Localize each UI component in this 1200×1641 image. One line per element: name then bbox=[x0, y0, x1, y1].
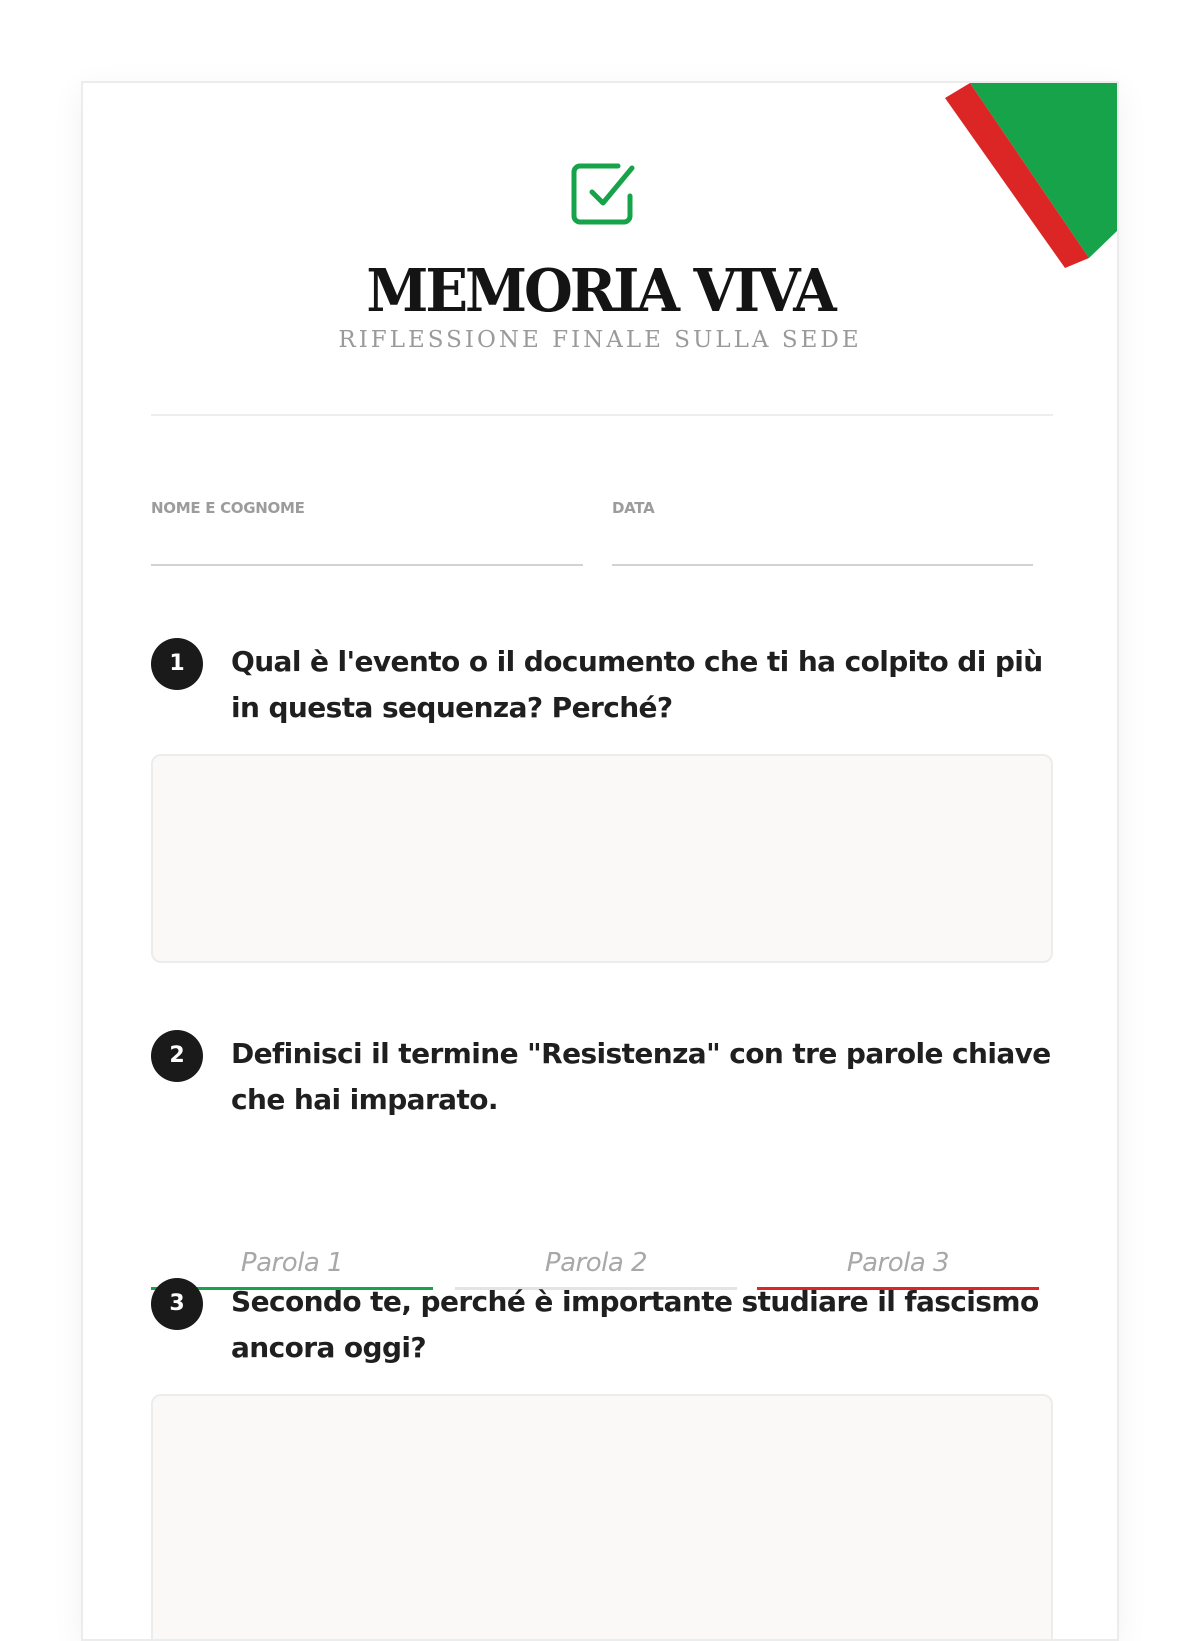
checkbox-checked-icon bbox=[568, 158, 640, 230]
date-field bbox=[612, 501, 1033, 566]
answer-1-textarea[interactable] bbox=[151, 754, 1053, 963]
question-number-badge: 2 bbox=[151, 1030, 203, 1082]
name-field-label: NOME E COGNOME bbox=[151, 499, 305, 517]
date-input[interactable] bbox=[612, 564, 1033, 566]
answer-3-textarea[interactable] bbox=[151, 1394, 1053, 1641]
question-number-badge: 3 bbox=[151, 1278, 203, 1330]
name-field bbox=[151, 501, 583, 566]
flag-corner-ribbon bbox=[917, 83, 1117, 283]
name-input[interactable] bbox=[151, 564, 583, 566]
page-title: MEMORIA VIVA bbox=[366, 256, 834, 326]
question-number-badge: 1 bbox=[151, 638, 203, 690]
page-subtitle: RIFLESSIONE FINALE SULLA SEDE bbox=[338, 327, 862, 353]
question-text: Definisci il termine "Resistenza" con tre parole chiave che hai imparato. bbox=[231, 1037, 1051, 1116]
question-text: Secondo te, perché è importante studiare il fascismo ancora oggi? bbox=[231, 1285, 1039, 1364]
worksheet-card bbox=[81, 81, 1119, 1641]
question-text: Qual è l'evento o il documento che ti ha colpito di più in questa sequenza? Perché? bbox=[231, 645, 1043, 724]
keyword-3-placeholder: Parola 3 bbox=[846, 1248, 950, 1278]
keyword-1-placeholder: Parola 1 bbox=[240, 1248, 344, 1278]
date-field-label: DATA bbox=[612, 499, 655, 517]
keyword-2-placeholder: Parola 2 bbox=[544, 1248, 648, 1278]
header-divider bbox=[151, 414, 1053, 416]
